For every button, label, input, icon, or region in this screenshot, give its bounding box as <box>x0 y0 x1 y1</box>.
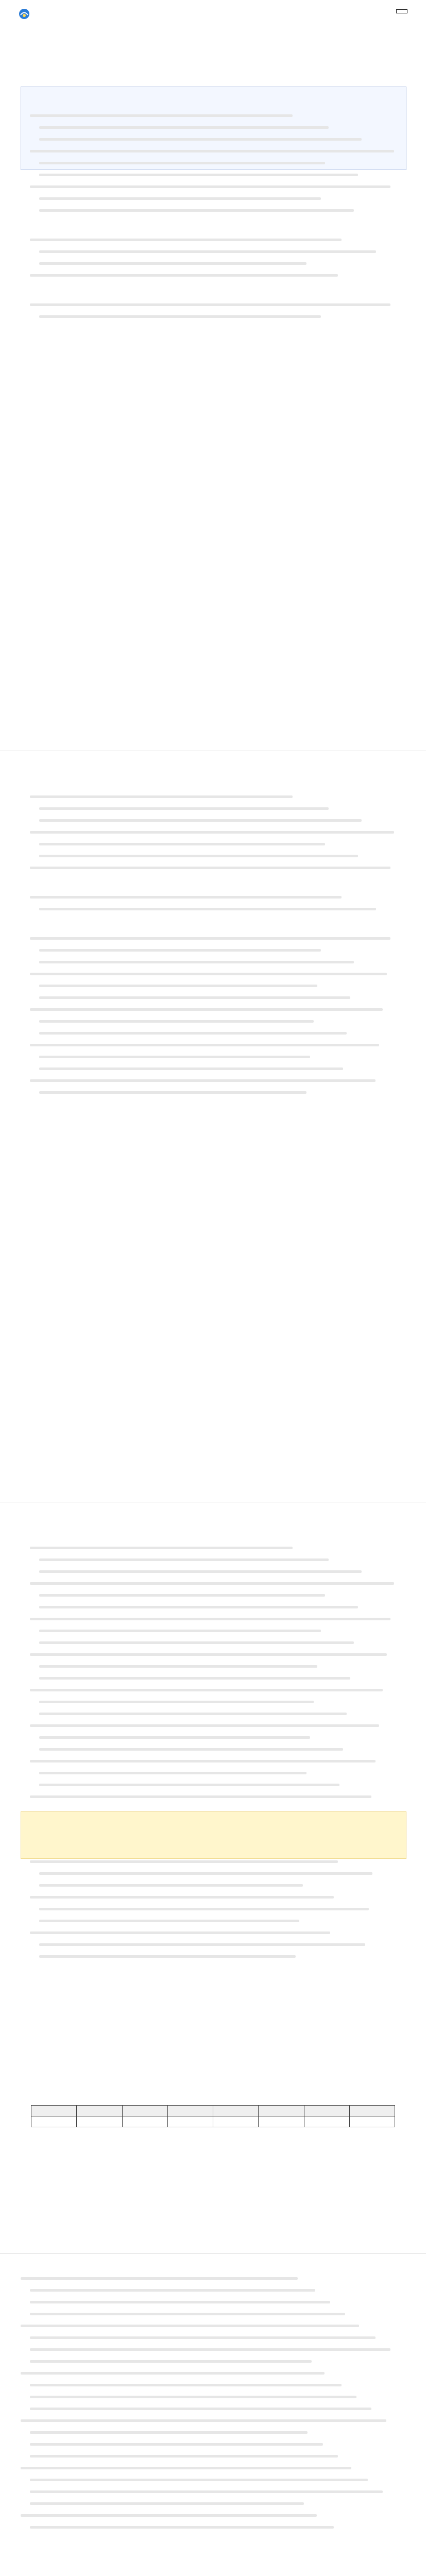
section-line <box>39 247 405 256</box>
section-heading <box>21 1530 405 1540</box>
text-placeholder <box>39 1032 347 1035</box>
text-placeholder <box>39 1677 350 1680</box>
body-line <box>30 2476 405 2484</box>
text-placeholder <box>30 2455 338 2458</box>
section-line <box>39 1698 405 1706</box>
body-line <box>30 2298 405 2307</box>
section-line <box>30 1579 405 1588</box>
text-placeholder <box>30 2431 308 2434</box>
text-placeholder <box>30 2490 383 2493</box>
fee-table-header <box>122 2106 167 2116</box>
section-line <box>30 1544 405 1552</box>
section-line <box>30 863 405 872</box>
text-placeholder <box>21 2325 359 2327</box>
text-placeholder <box>30 896 342 899</box>
text-placeholder <box>30 2384 342 2386</box>
section-line <box>39 1603 405 1612</box>
text-placeholder <box>30 1582 394 1585</box>
section-heading <box>21 222 405 232</box>
section-line <box>39 1088 405 1097</box>
body-line <box>30 2499 405 2508</box>
section-line <box>39 946 405 955</box>
table-cell <box>213 2116 259 2127</box>
section-line <box>30 1615 405 1623</box>
document-header <box>19 8 407 24</box>
text-placeholder <box>30 1653 387 1656</box>
text-placeholder <box>39 1056 310 1058</box>
text-placeholder <box>39 1558 329 1561</box>
section-line <box>39 1940 405 1949</box>
section-line <box>30 1792 405 1801</box>
section-line <box>39 1029 405 1038</box>
fee-table-header <box>77 2106 122 2116</box>
text-placeholder <box>30 303 390 306</box>
body-line <box>30 2487 405 2496</box>
table-cell <box>349 2116 395 2127</box>
body-line <box>30 2428 405 2437</box>
text-placeholder <box>30 2479 368 2481</box>
section-line <box>30 828 405 837</box>
page-1 <box>0 0 426 751</box>
text-placeholder <box>39 855 358 857</box>
text-placeholder <box>39 1908 369 1910</box>
page4-body <box>21 2274 405 2535</box>
section-line <box>30 235 405 244</box>
section-line <box>30 1005 405 1014</box>
text-placeholder <box>30 2526 334 2529</box>
section-line <box>39 1626 405 1635</box>
section-line <box>39 1017 405 1026</box>
section-line <box>39 993 405 1002</box>
section-line <box>39 981 405 990</box>
section-line <box>30 1893 405 1902</box>
body-line <box>30 2452 405 2461</box>
section-line <box>39 135 405 144</box>
section-line <box>39 1781 405 1789</box>
text-placeholder <box>30 1860 338 1863</box>
text-placeholder <box>39 1772 306 1774</box>
page1-sections <box>21 91 405 324</box>
text-placeholder <box>39 1784 339 1786</box>
body-line <box>30 2333 405 2342</box>
section-line <box>30 893 405 902</box>
text-placeholder <box>39 1665 317 1668</box>
text-placeholder <box>39 996 350 999</box>
page-4 <box>0 2253 426 2576</box>
text-placeholder <box>30 831 394 834</box>
text-placeholder <box>30 150 394 152</box>
section-line <box>39 1662 405 1671</box>
text-placeholder <box>30 2348 390 2351</box>
text-placeholder <box>39 315 321 318</box>
text-placeholder <box>39 819 362 822</box>
text-placeholder <box>39 1020 314 1023</box>
text-placeholder <box>21 2419 386 2422</box>
text-placeholder <box>30 1008 383 1011</box>
text-placeholder <box>30 1044 379 1046</box>
section-line <box>39 804 405 813</box>
text-placeholder <box>30 239 342 241</box>
section-line <box>39 1555 405 1564</box>
text-placeholder <box>30 795 293 798</box>
body-line <box>21 2416 405 2425</box>
text-placeholder <box>21 2514 317 2517</box>
section-line <box>39 852 405 860</box>
section-line <box>30 1757 405 1766</box>
section-heading <box>21 98 405 108</box>
body-line <box>30 2345 405 2354</box>
table-row <box>31 2116 395 2127</box>
section-line <box>39 312 405 321</box>
text-placeholder <box>39 807 329 810</box>
body-line <box>30 2393 405 2401</box>
section-line <box>39 1905 405 1913</box>
fee-table <box>31 2105 395 2127</box>
section-line <box>39 1745 405 1754</box>
table-cell <box>304 2116 349 2127</box>
section-line <box>39 171 405 179</box>
text-placeholder <box>30 1079 376 1082</box>
section-line <box>39 1567 405 1576</box>
text-placeholder <box>30 114 293 117</box>
text-placeholder <box>30 2502 304 2505</box>
section-heading <box>21 779 405 789</box>
table-cell <box>167 2116 213 2127</box>
section-line <box>39 1674 405 1683</box>
section-line <box>30 1928 405 1937</box>
section-line <box>30 970 405 978</box>
page-3 <box>0 1502 426 2253</box>
text-placeholder <box>39 262 306 265</box>
fee-table-header <box>259 2106 304 2116</box>
section-line <box>39 123 405 132</box>
section-line <box>30 934 405 943</box>
text-placeholder <box>30 937 390 940</box>
text-placeholder <box>30 2396 356 2398</box>
body-line <box>21 2464 405 2472</box>
text-placeholder <box>39 1713 347 1715</box>
fee-table-header <box>213 2106 259 2116</box>
text-placeholder <box>39 174 358 176</box>
text-placeholder <box>39 1748 343 1751</box>
section-line <box>39 206 405 215</box>
text-placeholder <box>30 2443 323 2446</box>
section-line <box>39 1917 405 1925</box>
text-placeholder <box>39 1641 354 1644</box>
section-line <box>39 816 405 825</box>
section-line <box>30 1041 405 1049</box>
text-placeholder <box>39 126 329 129</box>
section-line <box>39 1952 405 1961</box>
text-placeholder <box>39 1920 299 1922</box>
text-placeholder <box>30 185 390 188</box>
text-placeholder <box>30 1931 330 1934</box>
body-line <box>21 2511 405 2520</box>
text-placeholder <box>21 2372 325 2375</box>
text-placeholder <box>39 138 362 141</box>
section-line <box>39 1881 405 1890</box>
section-line <box>30 300 405 309</box>
fee-table-header <box>304 2106 349 2116</box>
text-placeholder <box>39 209 354 212</box>
section-line <box>39 1733 405 1742</box>
section-line <box>30 1650 405 1659</box>
text-placeholder <box>39 949 321 952</box>
text-placeholder <box>39 1943 365 1946</box>
text-placeholder <box>30 973 387 975</box>
text-placeholder <box>30 2313 345 2315</box>
fee-table-header <box>31 2106 77 2116</box>
body-line <box>30 2440 405 2449</box>
text-placeholder <box>30 1760 376 1762</box>
table-cell <box>259 2116 304 2127</box>
section-line <box>39 1769 405 1777</box>
text-placeholder <box>30 2301 330 2303</box>
section-line <box>39 1053 405 1061</box>
text-placeholder <box>39 1955 296 1958</box>
text-placeholder <box>39 1570 362 1573</box>
text-placeholder <box>30 1547 293 1549</box>
section-line <box>39 1709 405 1718</box>
table-cell <box>122 2116 167 2127</box>
classification-label <box>396 9 407 13</box>
text-placeholder <box>39 961 354 963</box>
text-placeholder <box>39 1872 372 1875</box>
body-line <box>30 2381 405 2389</box>
section-line <box>39 1591 405 1600</box>
text-placeholder <box>39 1630 321 1632</box>
section-line <box>39 905 405 913</box>
highlight-box <box>21 1811 406 1859</box>
text-placeholder <box>39 1701 314 1703</box>
page-2 <box>0 751 426 1502</box>
section-line <box>30 182 405 191</box>
text-placeholder <box>39 1606 358 1608</box>
body-line <box>21 2369 405 2378</box>
text-placeholder <box>39 1594 325 1597</box>
section-line <box>39 958 405 967</box>
fee-table-header <box>349 2106 395 2116</box>
section-line <box>30 1686 405 1694</box>
section-line <box>30 147 405 156</box>
body-line <box>30 2286 405 2295</box>
table-cell <box>77 2116 122 2127</box>
section-line <box>30 271 405 280</box>
text-placeholder <box>39 908 376 910</box>
text-placeholder <box>30 1618 390 1620</box>
text-placeholder <box>39 250 376 253</box>
text-placeholder <box>30 2360 312 2363</box>
text-placeholder <box>39 1884 303 1887</box>
page3-sections <box>21 1523 405 1964</box>
text-placeholder <box>39 1091 306 1094</box>
text-placeholder <box>30 2289 315 2292</box>
body-line <box>30 2404 405 2413</box>
section-line <box>39 159 405 167</box>
section-heading <box>21 879 405 890</box>
section-heading <box>21 287 405 297</box>
fee-table-header <box>167 2106 213 2116</box>
text-placeholder <box>30 1896 334 1899</box>
body-line <box>30 2523 405 2532</box>
text-placeholder <box>39 162 325 164</box>
section-line <box>30 1076 405 1085</box>
text-placeholder <box>30 1724 379 1727</box>
table-cell <box>31 2116 77 2127</box>
section-line <box>39 1869 405 1878</box>
section-line <box>30 111 405 120</box>
section-line <box>39 1064 405 1073</box>
text-placeholder <box>39 985 317 987</box>
text-placeholder <box>30 867 390 869</box>
body-line <box>21 2274 405 2283</box>
body-line <box>30 2357 405 2366</box>
text-placeholder <box>39 197 321 200</box>
text-placeholder <box>30 2408 371 2410</box>
text-placeholder <box>21 2467 351 2469</box>
text-placeholder <box>30 274 338 277</box>
body-line <box>21 2321 405 2330</box>
section-heading <box>21 921 405 931</box>
section-line <box>39 259 405 268</box>
section-line <box>30 1721 405 1730</box>
text-placeholder <box>30 1689 383 1691</box>
section-line <box>39 1638 405 1647</box>
section-line <box>39 194 405 203</box>
section-line <box>30 792 405 801</box>
agency-logo <box>19 8 33 20</box>
text-placeholder <box>39 1067 343 1070</box>
section-line <box>39 840 405 849</box>
agency-logo-icon <box>19 8 30 20</box>
text-placeholder <box>30 2336 376 2339</box>
text-placeholder <box>30 1795 371 1798</box>
text-placeholder <box>21 2277 298 2280</box>
page2-sections <box>21 772 405 1100</box>
text-placeholder <box>39 1736 310 1739</box>
text-placeholder <box>39 843 325 845</box>
body-line <box>30 2310 405 2318</box>
